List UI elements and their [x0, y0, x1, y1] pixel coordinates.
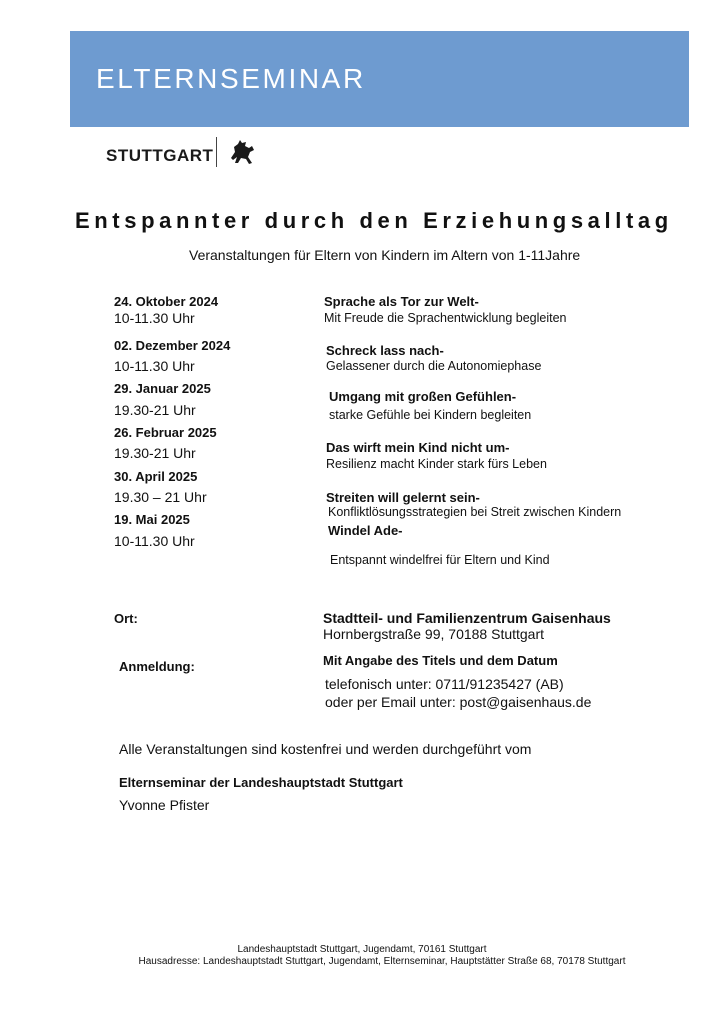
event-time: 10-11.30 Uhr	[114, 358, 195, 374]
location-label: Ort:	[114, 611, 138, 626]
topic-description: Konfliktlösungsstrategien bei Streit zwischen Kindern	[328, 505, 622, 519]
horse-icon	[228, 138, 256, 166]
topic-description: starke Gefühle bei Kindern begleiten	[329, 408, 532, 422]
topic-title: Sprache als Tor zur Welt-	[324, 294, 479, 309]
registration-label: Anmeldung:	[119, 659, 195, 674]
header-banner	[70, 31, 689, 127]
topic-title: Schreck lass nach-	[326, 343, 444, 358]
logo-divider	[216, 137, 217, 167]
registration-email: oder per Email unter: post@gaisenhaus.de	[325, 694, 592, 710]
event-time: 19.30-21 Uhr	[114, 445, 196, 461]
stuttgart-logo-text: STUTTGART	[106, 146, 214, 165]
event-date: 24. Oktober 2024	[114, 294, 219, 309]
closing-text: Alle Veranstaltungen sind kostenfrei und werden durchgeführt vom	[119, 741, 532, 757]
event-time: 19.30 – 21 Uhr	[114, 489, 207, 505]
event-time: 10-11.30 Uhr	[114, 310, 195, 326]
topic-title: Das wirft mein Kind nicht um-	[326, 440, 510, 455]
topic-description: Gelassener durch die Autonomiephase	[326, 359, 542, 373]
topic-description: Resilienz macht Kinder stark fürs Leben	[326, 457, 547, 471]
event-date: 19. Mai 2025	[114, 512, 190, 527]
registration-phone: telefonisch unter: 0711/91235427 (AB)	[325, 676, 564, 692]
page-subline: Veranstaltungen für Eltern von Kindern im Altern von 1-11Jahre	[189, 247, 581, 263]
event-date: 30. April 2025	[114, 469, 198, 484]
topic-description: Mit Freude die Sprachentwicklung begleiten	[324, 311, 567, 325]
event-date: 02. Dezember 2024	[114, 338, 231, 353]
page-headline: Entspannter durch den Erziehungsalltag	[75, 208, 673, 233]
topic-title: Umgang mit großen Gefühlen-	[329, 389, 517, 404]
contact-person: Yvonne Pfister	[119, 797, 210, 813]
event-date: 26. Februar 2025	[114, 425, 217, 440]
topic-title: Windel Ade-	[328, 523, 403, 538]
footer-line-1: Landeshauptstadt Stuttgart, Jugendamt, 70161 Stuttgart	[237, 944, 487, 955]
location-address: Hornbergstraße 99, 70188 Stuttgart	[323, 626, 545, 642]
banner-title: ELTERNSEMINAR	[96, 63, 366, 94]
event-date: 29. Januar 2025	[114, 381, 211, 396]
organizer-name: Elternseminar der Landeshauptstadt Stuttgart	[119, 775, 403, 790]
event-time: 19.30-21 Uhr	[114, 402, 196, 418]
event-time: 10-11.30 Uhr	[114, 533, 195, 549]
footer-line-2: Hausadresse: Landeshauptstadt Stuttgart, Jugendamt, Elternseminar, Hauptstätter Straße 68, 70178 Stuttgart	[138, 956, 626, 967]
location-name: Stadtteil- und Familienzentrum Gaisenhaus	[323, 610, 611, 626]
topic-description: Entspannt windelfrei für Eltern und Kind	[330, 553, 550, 567]
topic-title: Streiten will gelernt sein-	[326, 490, 480, 505]
registration-note: Mit Angabe des Titels und dem Datum	[323, 653, 558, 668]
